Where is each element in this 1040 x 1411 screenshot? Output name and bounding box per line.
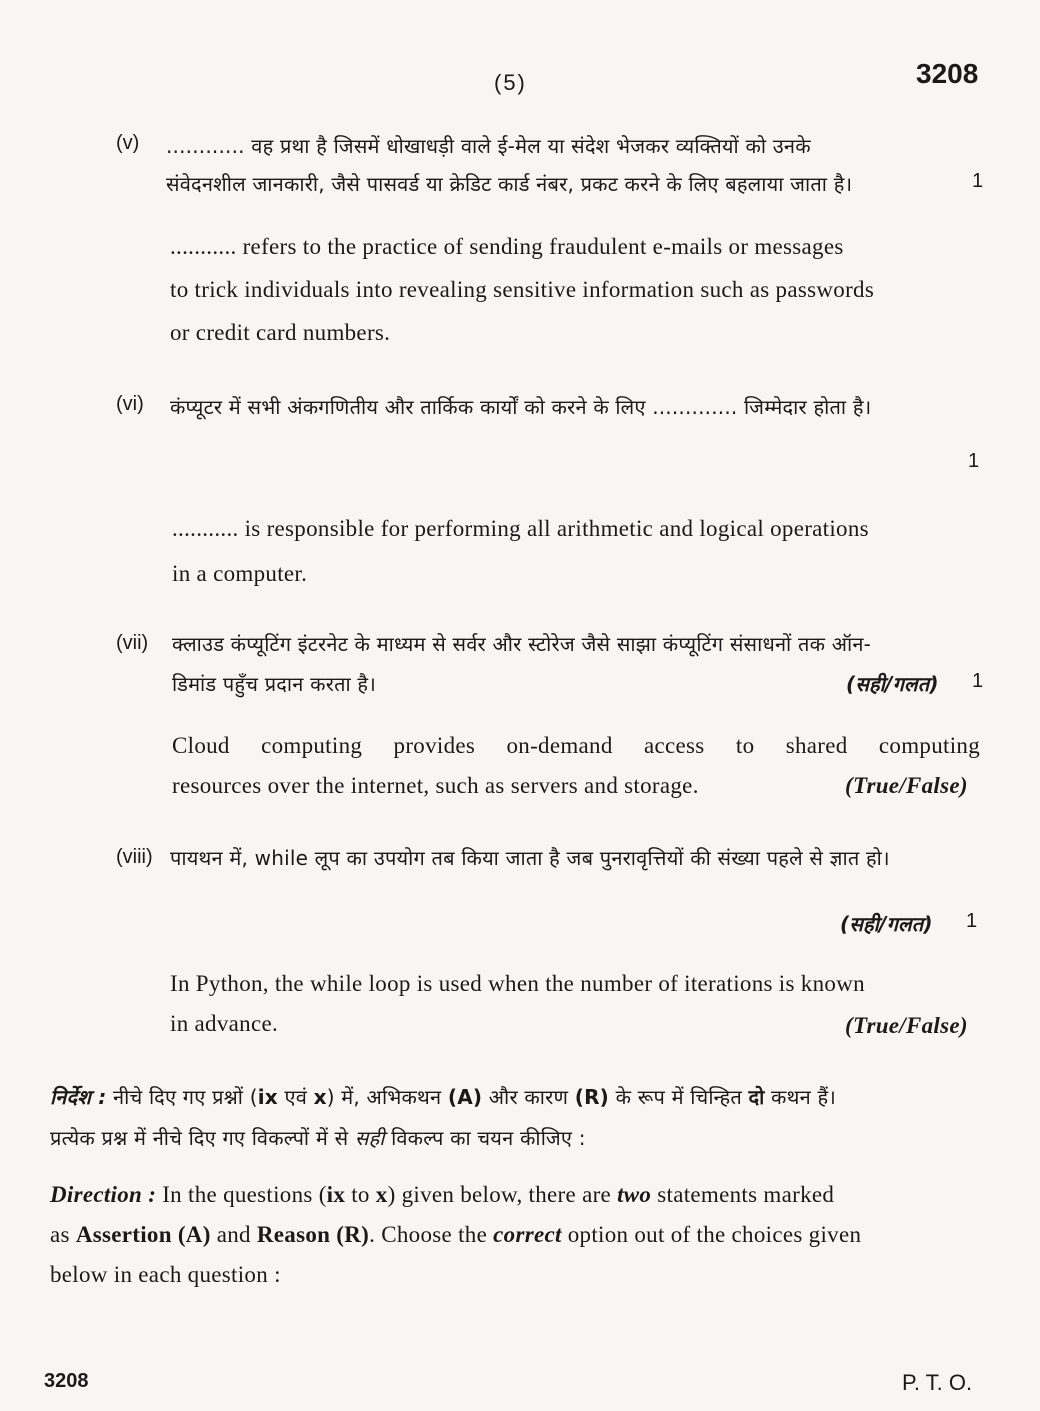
hindi-text: संवेदनशील जानकारी, जैसे पासवर्ड या क्रेडिट कार्ड नंबर, प्रकट करने के लिए बहलाया जाता है।: [166, 172, 853, 196]
paper-code-header: 3208: [916, 58, 979, 89]
english-text: ........... refers to the practice of sending fraudulent e-mails or messages: [170, 234, 844, 259]
text: ) given below, there are: [387, 1182, 618, 1207]
text: ) में, अभिकथन: [326, 1085, 448, 1109]
direction-label: निर्देश :: [50, 1085, 107, 1109]
text: x: [375, 1182, 388, 1207]
hindi-text: क्लाउड कंप्यूटिंग इंटरनेट के माध्यम से सर्वर और स्टोरेज जैसे साझा कंप्यूटिंग संसाधनों तक ऑन-: [172, 632, 872, 656]
text: Assertion (A): [75, 1222, 211, 1247]
text: ix: [257, 1085, 278, 1109]
true-false-hindi: (सही/गलत): [846, 672, 939, 696]
marks: 1: [972, 670, 984, 692]
text: कथन हैं।: [764, 1085, 837, 1109]
text: (A): [447, 1085, 483, 1109]
hindi-text: पायथन में, while लूप का उपयोग तब किया जाता है जब पुनरावृत्तियों की संख्या पहले से ज्ञात हो।: [170, 846, 890, 870]
english-text: or credit card numbers.: [170, 320, 391, 345]
english-text: in advance.: [170, 1011, 279, 1036]
text: ix: [326, 1182, 346, 1207]
english-text: resources over the internet, such as servers and storage.: [172, 773, 699, 798]
true-false-english: (True/False): [845, 1013, 968, 1038]
direction-english-line3: below in each question :: [50, 1262, 281, 1287]
english-text: In Python, the while loop is used when the number of iterations is known: [170, 971, 865, 996]
text: के रूप में चिन्हित: [609, 1085, 749, 1109]
text: as: [50, 1222, 76, 1247]
question-number: (vi): [116, 393, 144, 415]
page-number: (5): [494, 70, 527, 95]
pto: P. T. O.: [902, 1370, 973, 1395]
text: एवं: [277, 1085, 314, 1109]
text: x: [313, 1085, 327, 1109]
direction-hindi-line2: [50, 1124, 586, 1151]
true-false-hindi: (सही/गलत): [840, 912, 933, 936]
direction-label: Direction :: [50, 1182, 157, 1207]
text: Reason (R): [256, 1222, 370, 1247]
hindi-text: कंप्यूटर में सभी अंकगणितीय और तार्किक कार्यों को करने के लिए ............. जिम्मेदार होता है।: [170, 395, 872, 419]
english-text: Cloud computing provides on-demand access to shared computing: [172, 733, 980, 758]
text: . Choose the: [369, 1222, 494, 1247]
marks: 1: [966, 910, 978, 932]
question-number: (v): [116, 132, 140, 154]
text: और कारण: [482, 1085, 575, 1109]
text: statements marked: [651, 1182, 835, 1207]
text: प्रत्येक प्रश्न में नीचे दिए गए विकल्पों में से: [50, 1126, 355, 1150]
marks: 1: [972, 170, 984, 192]
text: and: [210, 1222, 257, 1247]
text: दो: [748, 1085, 765, 1109]
text: नीचे दिए गए प्रश्नों (: [113, 1085, 258, 1109]
text: (R): [574, 1085, 610, 1109]
text: विकल्प का चयन कीजिए :: [384, 1126, 586, 1150]
english-text: ........... is responsible for performing all arithmetic and logical operations: [172, 516, 869, 541]
hindi-text: डिमांड पहुँच प्रदान करता है।: [172, 672, 377, 696]
question-number: (viii): [116, 846, 153, 868]
hindi-text: ............ वह प्रथा है जिसमें धोखाधड़ी वाले ई-मेल या संदेश भेजकर व्यक्तियों को उनके: [166, 134, 811, 158]
english-text: to trick individuals into revealing sensitive information such as passwords: [170, 277, 875, 302]
text: सही: [354, 1126, 385, 1150]
text: In the questions (: [156, 1182, 327, 1207]
marks: 1: [968, 450, 980, 472]
true-false-english: (True/False): [845, 773, 968, 798]
question-number: (vii): [116, 632, 149, 654]
text: two: [617, 1182, 652, 1207]
text: option out of the choices given: [561, 1222, 862, 1247]
text: correct: [493, 1222, 562, 1247]
direction-english-line1: [50, 1182, 834, 1208]
paper-code-footer: 3208: [44, 1370, 89, 1392]
text: to: [345, 1182, 376, 1207]
direction-hindi-line1: [50, 1083, 836, 1110]
english-text: in a computer.: [172, 561, 308, 586]
direction-english-line2: [50, 1222, 861, 1248]
